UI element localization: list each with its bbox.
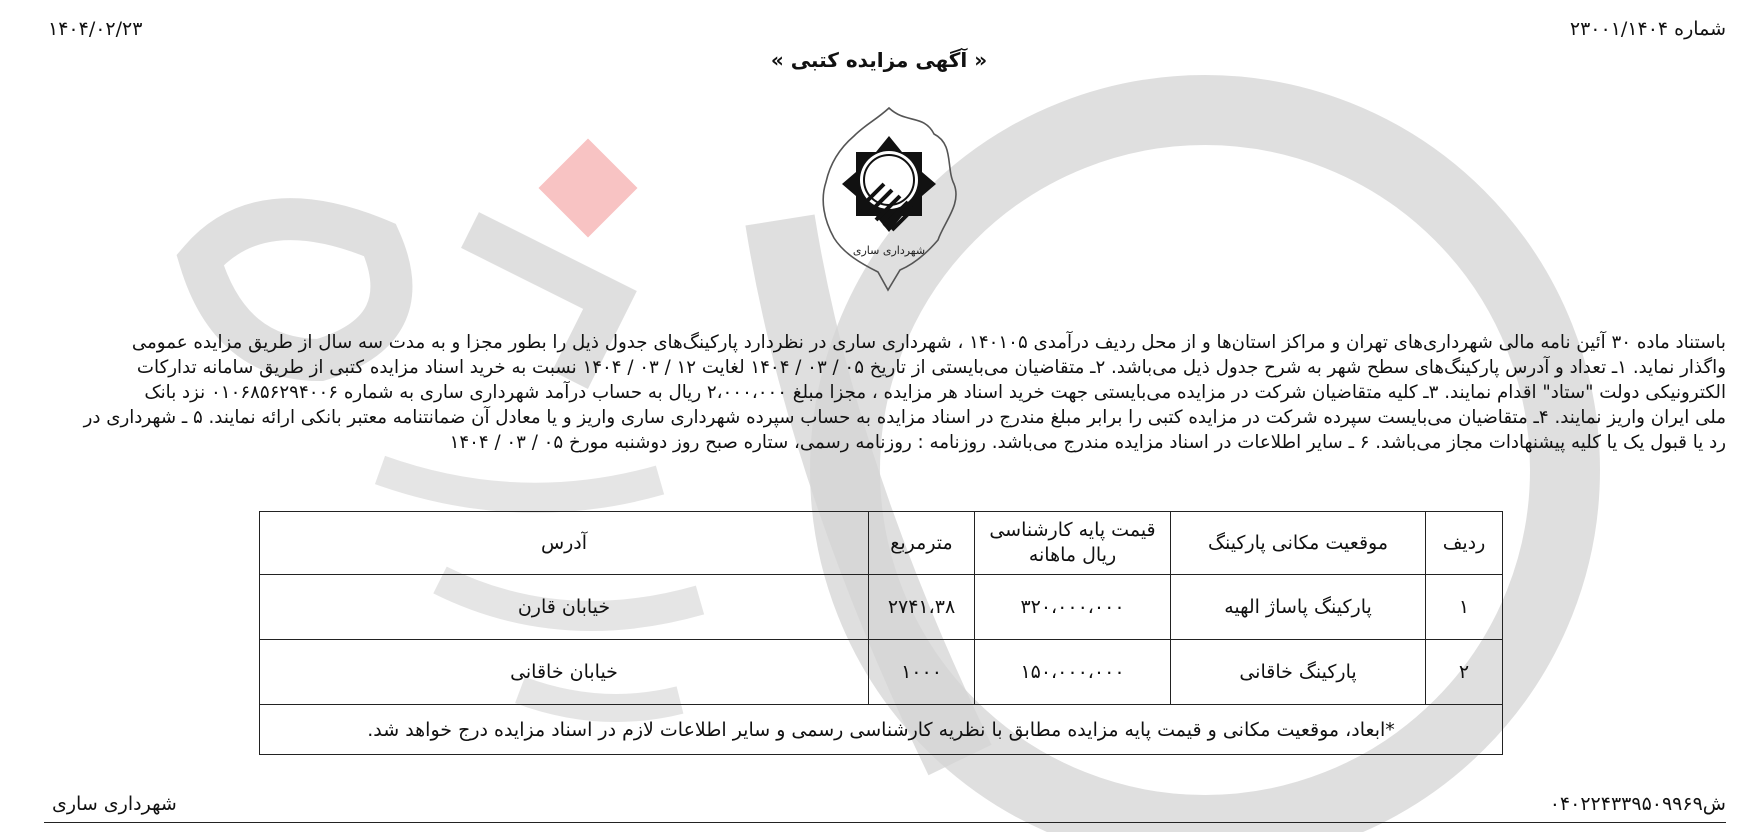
cell-address: خیابان خاقانی	[260, 640, 869, 705]
table-row	[260, 640, 1503, 705]
footer-signature: شهرداری ساری	[52, 793, 177, 815]
cell-location: پارکینگ خاقانی	[1171, 640, 1426, 705]
table-note-row	[260, 705, 1503, 755]
page-title: « آگهی مزایده کتبی »	[770, 48, 988, 72]
cell-price: ۱۵۰،۰۰۰،۰۰۰	[975, 640, 1171, 705]
table-note: *ابعاد، موقعیت مکانی و قیمت پایه مزایده مطابق با نظریه کارشناسی رسمی و سایر اطلاعات لازم در اسناد مزایده درج خواهد شد.	[260, 705, 1503, 755]
cell-row-number: ۲	[1426, 640, 1503, 705]
notice-line: رد یا قبول یک یا کلیه پیشنهادات مجاز می‌باشد. ۶ ـ سایر اطلاعات در اسناد مزایده مندرج می‌باشد. روزنامه : روزنامه رسمی، ستاره صبح روز دوشنبه مورخ ۰۵ / ۰۳ / ۱۴۰۴	[449, 432, 1726, 453]
document-number: شماره ۲۳۰۰۱/۱۴۰۴	[1569, 18, 1726, 40]
header-price-line2: ریال ماهانه	[1028, 544, 1117, 566]
header-area: مترمربع	[869, 512, 975, 575]
parking-table	[259, 511, 1503, 755]
notice-line: باستناد ماده ۳۰ آئین نامه مالی شهرداری‌های تهران و مراکز استان‌ها و از محل ردیف درآمدی ۱۴۰۱۰۵ ، شهرداری ساری در نظردارد پارکینگ‌های جدول ذیل را بطور مجزا و به مدت سه سال از طریق مزایده عمومی	[131, 332, 1726, 353]
logo-caption: شهرداری ساری	[852, 244, 926, 257]
notice-line: واگذار نماید. ۱ـ تعداد و آدرس پارکینگ‌های سطح شهر به شرح جدول ذیل می‌باشد. ۲ـ متقاضیان می‌بایستی از تاریخ ۰۵ / ۰۳ / ۱۴۰۴ لغایت ۱۲ / ۰۳ / ۱۴۰۴ نسبت به خرید اسناد مزایده کتبی از طریق سامانه تدارکات	[136, 357, 1726, 378]
notice-body	[48, 330, 1726, 455]
table-header-row	[260, 512, 1503, 575]
cell-area: ۲۷۴۱،۳۸	[869, 575, 975, 640]
notice-line: الکترونیکی دولت "ستاد" اقدام نمایند. ۳ـ کلیه متقاضیان شرکت در مزایده می‌بایستی جهت خرید اسناد هر مزایده ، مجزا مبلغ ۲،۰۰۰،۰۰۰ ریال به حساب درآمد شهرداری ساری به شماره ۰۱۰۶۸۵۶۲۹۴۰۰۶ نزد بانک	[144, 382, 1726, 403]
cell-location: پارکینگ پاساژ الهیه	[1171, 575, 1426, 640]
header-price	[975, 512, 1171, 575]
notice-line: ملی ایران واریز نمایند. ۴ـ متقاضیان می‌بایست سپرده شرکت در مزایده کتبی را برابر مبلغ مندرج در اسناد مزایده به حساب سپرده شهرداری ساری واریز و یا معادل آن ضمانتنامه معتبر بانکی ارائه نمایند. ۵ ـ شهرداری در	[83, 407, 1726, 428]
header-location: موقعیت مکانی پارکینگ	[1171, 512, 1426, 575]
cell-address: خیابان قارن	[260, 575, 869, 640]
header-row-number: ردیف	[1426, 512, 1503, 575]
document-date: ۱۴۰۴/۰۲/۲۳	[48, 18, 143, 40]
cell-area: ۱۰۰۰	[869, 640, 975, 705]
municipality-logo	[814, 104, 964, 294]
cell-row-number: ۱	[1426, 575, 1503, 640]
footer-code: ش۰۴۰۲۲۴۳۳۹۵۰۹۹۶۹	[1549, 793, 1726, 815]
header-price-line1: قیمت پایه کارشناسی	[989, 519, 1156, 541]
table-row	[260, 575, 1503, 640]
cell-price: ۳۲۰،۰۰۰،۰۰۰	[975, 575, 1171, 640]
header-address: آدرس	[260, 512, 869, 575]
footer-divider	[44, 822, 1726, 823]
